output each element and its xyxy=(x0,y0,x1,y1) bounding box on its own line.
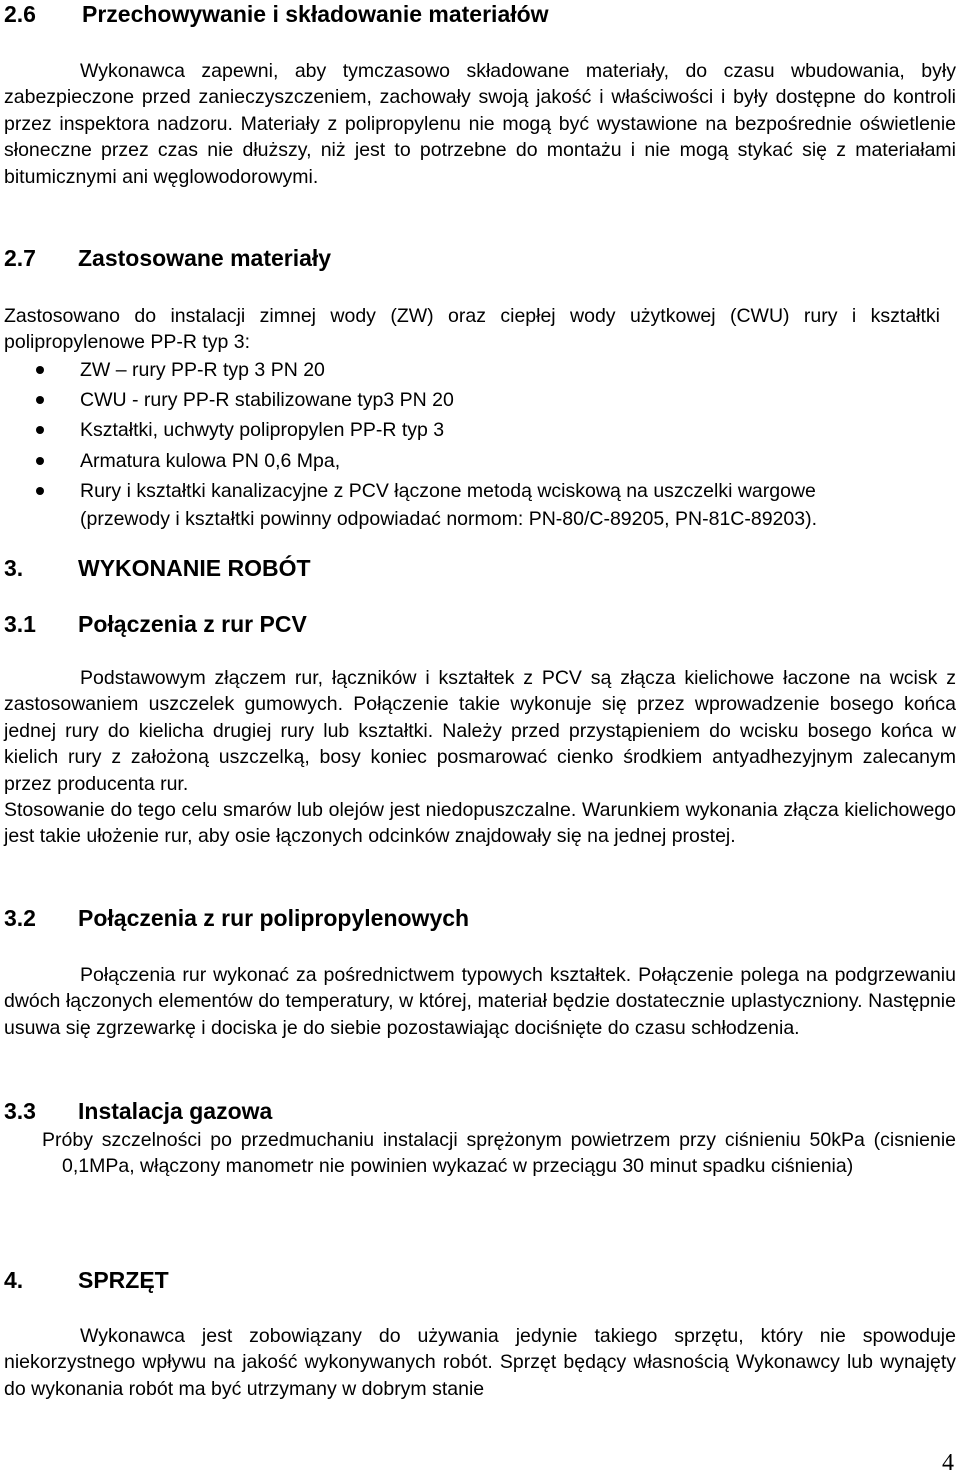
section-number: 3.1 xyxy=(4,611,36,637)
section-title: Zastosowane materiały xyxy=(78,245,332,271)
paragraph-equipment: Wykonawca jest zobowiązany do używania jedynie takiego sprzętu, który nie spowoduje niekorzystnego wpływu na jakość wykonywanych robót. Sprzęt będący własnością Wykonawcy lub wynajęty do wykonania robót ma być utrzymany w dobrym stanie xyxy=(4,1325,956,1400)
section-heading-3-1 xyxy=(4,610,504,638)
section-number: 2.6 xyxy=(4,1,36,27)
section-number: 3.3 xyxy=(4,1098,36,1124)
paragraph-materials: Zastosowano do instalacji zimnej wody (ZW) oraz ciepłej wody użytkowej (CWU) rury i kształtki polipropylenowe PP-R typ 3: xyxy=(4,305,940,354)
materials-list xyxy=(4,355,956,532)
list-item: Rury i kształtki kanalizacyjne z PCV łączone metodą wciskową na uszczelki wargowe (przewody i kształtki powinny odpowiadać normom: PN-80/C-89205, PN-81C-89203). xyxy=(4,476,956,532)
section-title: Połączenia z rur polipropylenowych xyxy=(78,905,470,931)
paragraph-pp: Połączenia rur wykonać za pośrednictwem typowych kształtek. Połączenie polega na podgrzewaniu dwóch łączonych elementów do temperatury, w której, materiał będzie dostatecznie uplastyczniony. Następnie usuwa się zgrzewarkę i dociska je do siebie pozostawiając dociśnięte do czasu schłodzenia. xyxy=(4,964,956,1039)
bullet-icon xyxy=(36,426,44,434)
section-heading-4 xyxy=(4,1266,504,1294)
section-number: 3.2 xyxy=(4,905,36,931)
bullet-icon xyxy=(36,457,44,465)
section-number: 3. xyxy=(4,555,24,581)
bullet-icon xyxy=(36,396,44,404)
paragraph-pcv-2: Stosowanie do tego celu smarów lub olejów jest niedopuszczalne. Warunkiem wykonania złącza kielichowego jest takie ułożenie rur, aby osie łączonych odcinków znajdowały się na jednej prostej. xyxy=(4,799,956,848)
list-item-continuation: (przewody i kształtki powinny odpowiadać normom: PN-80/C-89205, PN-81C-89203). xyxy=(80,508,818,531)
section-number: 2.7 xyxy=(4,245,36,271)
section-heading-2-6 xyxy=(4,0,704,28)
paragraph-pcv-1: Podstawowym złączem rur, łączników i kształtek z PCV są złącza kielichowe łaczone na wcisk z zastosowaniem uszczelek gumowych. Połączenie takie wykonuje się przez wprowadzenie bosego końca jednej rury do kielicha drugiej rury lub kształtki. Należy przed przystąpieniem do wcisku bosego końca w kielich rury z założoną uszczelką, bosy koniec posmarować cienko środkiem antyadhezyjnym zalecanym przez producenta rur. xyxy=(4,667,956,795)
list-item: Kształtki, uchwyty polipropylen PP-R typ 3 xyxy=(4,415,956,445)
section-heading-3 xyxy=(4,554,504,582)
section-heading-3-2 xyxy=(4,904,704,932)
section-title: Instalacja gazowa xyxy=(78,1098,273,1124)
list-item: CWU - rury PP-R stabilizowane typ3 PN 20 xyxy=(4,385,956,415)
bullet-icon xyxy=(36,487,44,495)
section-title: Przechowywanie i składowanie materiałów xyxy=(82,1,549,27)
section-title: WYKONANIE ROBÓT xyxy=(78,555,311,581)
list-item: ZW – rury PP-R typ 3 PN 20 xyxy=(4,355,956,385)
section-heading-2-7 xyxy=(4,244,504,272)
section-title: Połączenia z rur PCV xyxy=(78,611,307,637)
section-number: 4. xyxy=(4,1267,24,1293)
paragraph-gas: Próby szczelności po przedmuchaniu instalacji sprężonym powietrzem przy ciśnieniu 50kPa (cisnienie 0,1MPa, włączony manometr nie powinien wykazać w przeciągu 30 minut spadku ciśnienia) xyxy=(42,1129,956,1178)
section-title: SPRZĘT xyxy=(78,1267,169,1293)
section-heading-3-3 xyxy=(4,1097,504,1125)
bullet-icon xyxy=(36,366,44,374)
paragraph-storage: Wykonawca zapewni, aby tymczasowo składowane materiały, do czasu wbudowania, były zabezpieczone przed zanieczyszczeniem, zachowały swoją jakość i właściwości i były dostępne do kontroli przez inspektora nadzoru. Materiały z polipropylenu nie mogą być wystawione na bezpośrednie oświetlenie słoneczne przez czas nie dłuższy, niż jest to potrzebne do montażu i nie mogą stykać się z materiałami bitumicznymi ani węglowodorowymi. xyxy=(4,60,956,188)
page-number: 4 xyxy=(942,1450,954,1476)
list-item: Armatura kulowa PN 0,6 Mpa, xyxy=(4,446,956,476)
